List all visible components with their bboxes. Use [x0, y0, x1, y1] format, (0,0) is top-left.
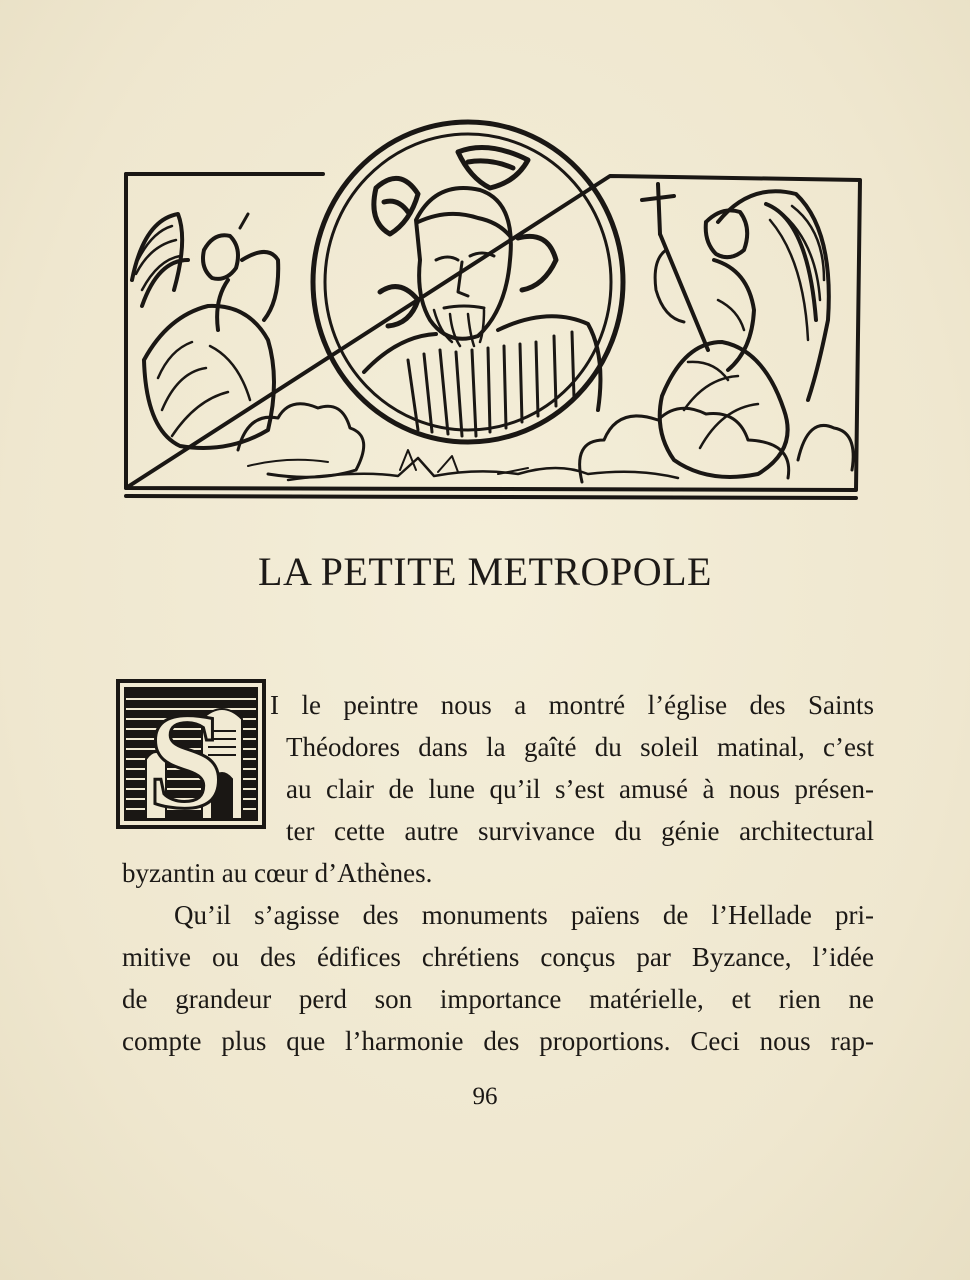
text-line: Qu’il s’agisse des monuments païens de l’Hellade pri-	[174, 900, 874, 930]
woodcut-headpiece-icon	[118, 110, 866, 502]
dropcap-initial-icon	[116, 679, 266, 829]
text-line: byzantin au cœur d’Athènes.	[122, 858, 433, 888]
text-line: ter cette autre survivance du génie architectural	[286, 816, 874, 846]
dropcap-letter: S	[147, 684, 225, 829]
text-line: I le peintre nous a montré l’église des Saints	[270, 690, 874, 720]
page-number: 96	[472, 1083, 498, 1110]
text-line: Théodores dans la gaîté du soleil matinal, c’est	[286, 732, 874, 762]
text-line: compte plus que l’harmonie des proportions. Ceci nous rap-	[122, 1026, 874, 1056]
chapter-title: LA PETITE METROPOLE	[258, 549, 712, 594]
text-line: au clair de lune qu’il s’est amusé à nous présen-	[286, 774, 874, 804]
text-line: mitive ou des édifices chrétiens conçus par Byzance, l’idée	[122, 942, 874, 972]
text-line: de grandeur perd son importance matérielle, et rien ne	[122, 984, 874, 1014]
